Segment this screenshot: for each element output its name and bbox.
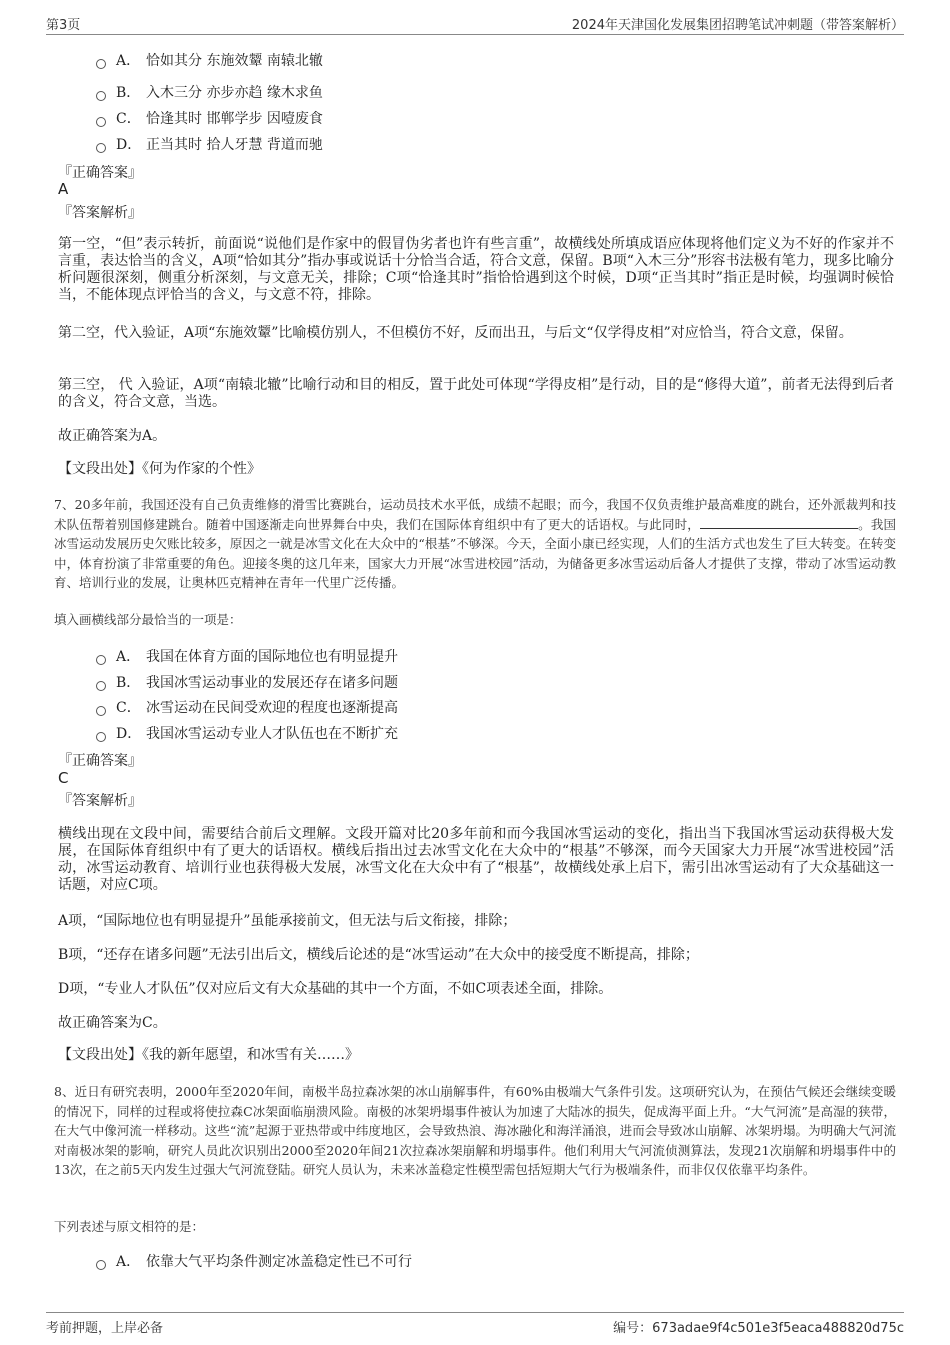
- answer-label: 『正确答案』: [58, 165, 142, 181]
- fill-blank: [700, 515, 858, 529]
- radio-icon[interactable]: [96, 59, 106, 69]
- analysis-conclusion: 故正确答案为A。: [58, 428, 167, 444]
- source-citation: 【文段出处】《何为作家的个性》: [58, 461, 261, 477]
- radio-icon[interactable]: [96, 681, 106, 691]
- radio-icon[interactable]: [96, 91, 106, 101]
- q6-option-c[interactable]: C． 恰逢其时 邯郸学步 因噎废食: [96, 108, 323, 130]
- analysis-label: 『答案解析』: [58, 205, 142, 221]
- analysis-paragraph: 第三空， 代 入验证，A项“南辕北辙”比喻行动和目的相反，置于此处可体现“学得皮相”是行动，目的是“修得大道”，前者无法得到后者的含义，符合文意，当选。: [58, 377, 894, 410]
- analysis-conclusion: 故正确答案为C。: [58, 1015, 167, 1031]
- footer-slogan: 考前押题，上岸必备: [46, 1321, 164, 1336]
- radio-icon[interactable]: [96, 706, 106, 716]
- analysis-label: 『答案解析』: [58, 793, 142, 809]
- question-passage: 7、20多年前，我国还没有自己负责维修的滑雪比赛跳台，运动员技术水平低，成绩不起眼；而今，我国不仅负责维护最高难度的跳台，还外派裁判和技术队伍帮着别国修建跳台。随着中国逐渐走向世界舞台中央，我们在国际体育组织中有了更大的话语权。与此同时， 。我国冰雪运动发展历史欠账比较多，原因之一就是冰雪文化在大众中的“根基”不够深。今天，全面小康已经实现，人们的生活方式也发生了巨大转变。在转变中，体育扮演了非常重要的角色。迎接冬奥的这几年来，国家大力开展“冰雪进校园”活动，为储备更多冰雪运动后备人才提供了支撑，带动了冰雪运动教育、培训行业的发展，让奥林匹克精神在青年一代里广泛传播。: [54, 497, 896, 590]
- radio-icon[interactable]: [96, 655, 106, 665]
- correct-answer: A: [58, 180, 69, 198]
- q7-option-d[interactable]: D． 我国冰雪运动专业人才队伍也在不断扩充: [96, 723, 398, 745]
- page-number: 第3页: [46, 18, 81, 33]
- q7-option-c[interactable]: C． 冰雪运动在民间受欢迎的程度也逐渐提高: [96, 697, 398, 719]
- analysis-paragraph: B项，“还存在诸多问题”无法引出后文，横线后论述的是“冰雪运动”在大众中的接受度不断提高，排除；: [58, 947, 699, 963]
- analysis-paragraph: 第一空，“但”表示转折，前面说“说他们是作家中的假冒伪劣者也许有些言重”，故横线处所填成语应体现将他们定义为不好的作家并不言重，表达恰当的含义，A项“恰如其分”指办事或说话十分恰当合适，符合文意，保留。B项“入木三分”形容书法极有笔力，现多比喻分析问题很深刻，侧重分析深刻，与文意无关，排除；C项“恰逢其时”指恰恰遇到这个时候，D项“正当其时”指正是时候，均强调时候恰当，不能体现点评恰当的含义，与文意不符，排除。: [58, 236, 894, 303]
- analysis-paragraph: 横线出现在文段中间，需要结合前后文理解。文段开篇对比20多年前和而今我国冰雪运动的变化，指出当下我国冰雪运动获得极大发展，在国际体育组织中有了更大的话语权。横线后指出过去冰雪文化在大众中的“根基”不够深，而今天国家大力开展“冰雪进校园”活动，冰雪运动教育、培训行业也获得极大发展，冰雪文化在大众中有了“根基”，故横线处承上启下，需引出冰雪运动有了大众基础这一话题，对应C项。: [58, 826, 894, 893]
- q7-option-a[interactable]: A． 我国在体育方面的国际地位也有明显提升: [96, 646, 398, 668]
- q6-option-a[interactable]: A． 恰如其分 东施效颦 南辕北辙: [96, 50, 323, 72]
- analysis-paragraph: A项，“国际地位也有明显提升”虽能承接前文，但无法与后文衔接，排除；: [58, 913, 517, 929]
- document-id: 编号：673adae9f4c501e3f5eaca488820d75c: [613, 1321, 904, 1336]
- radio-icon[interactable]: [96, 732, 106, 742]
- radio-icon[interactable]: [96, 117, 106, 127]
- question-prompt: 填入画横线部分最恰当的一项是：: [54, 612, 242, 627]
- document-title: 2024年天津国化发展集团招聘笔试冲刺题（带答案解析）: [571, 18, 904, 33]
- q8-option-a[interactable]: A． 依靠大气平均条件测定冰盖稳定性已不可行: [96, 1251, 412, 1273]
- correct-answer: C: [58, 769, 69, 787]
- q6-option-d[interactable]: D． 正当其时 拾人牙慧 背道而驰: [96, 134, 323, 156]
- source-citation: 【文段出处】《我的新年愿望，和冰雪有关……》: [58, 1047, 359, 1063]
- page-footer: [46, 1312, 904, 1337]
- answer-label: 『正确答案』: [58, 753, 142, 769]
- radio-icon[interactable]: [96, 1260, 106, 1270]
- analysis-paragraph: D项，“专业人才队伍”仅对应后文有大众基础的其中一个方面，不如C项表述全面，排除。: [58, 981, 613, 997]
- q7-option-b[interactable]: B． 我国冰雪运动事业的发展还存在诸多问题: [96, 672, 398, 694]
- page-header: [46, 12, 904, 35]
- analysis-paragraph: 第二空，代入验证，A项“东施效颦”比喻模仿别人，不但模仿不好，反而出丑，与后文“仅学得皮相”对应恰当，符合文意，保留。: [58, 325, 853, 341]
- question-passage: 8、近日有研究表明，2000年至2020年间，南极半岛拉森冰架的冰山崩解事件，有60%由极端大气条件引发。这项研究认为，在预估气候还会继续变暖的情况下，同样的过程或将使拉森C冰架面临崩溃风险。南极的冰架坍塌事件被认为加速了大陆冰的损失，促成海平面上升。“大气河流”是高湿的狭带，在大气中像河流一样移动。这些“流”起源于亚热带或中纬度地区，会导致热浪、海冰融化和海洋涌浪，进而会导致冰山崩解、冰架坍塌。为明确大气河流对南极冰架的影响，研究人员此次识别出2000至2020年间21次拉森冰架崩解和坍塌事件。他们利用大气河流侦测算法，发现21次崩解和坍塌事件中的13次，在之前5天内发生过强大气河流登陆。研究人员认为，未来冰盖稳定性模型需包括短期大气行为极端条件，而非仅仅依靠平均条件。: [54, 1084, 896, 1177]
- question-prompt: 下列表述与原文相符的是：: [54, 1219, 205, 1234]
- radio-icon[interactable]: [96, 143, 106, 153]
- q6-option-b[interactable]: B． 入木三分 亦步亦趋 缘木求鱼: [96, 82, 323, 104]
